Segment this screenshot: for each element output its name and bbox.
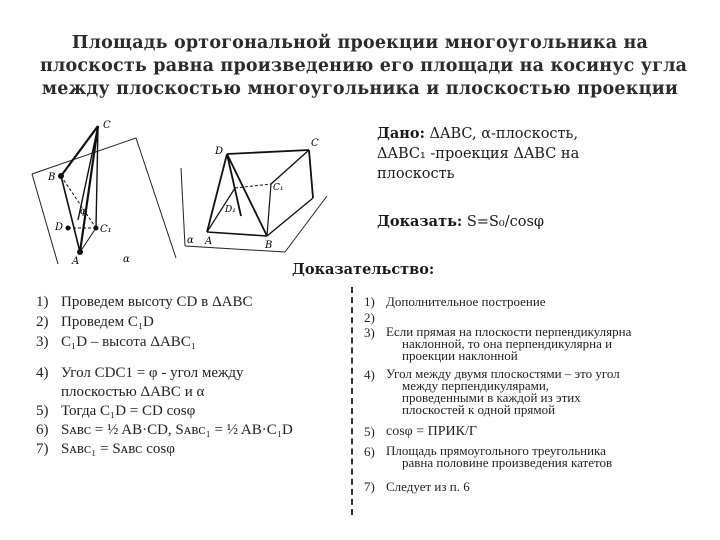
figure-right-projection bbox=[175, 128, 335, 258]
proof-heading: Доказательство: bbox=[292, 261, 435, 278]
given-line-2: ΔABC₁ -проекция ΔABC на bbox=[377, 146, 580, 162]
plane-left-edge bbox=[181, 168, 185, 246]
edge-d-b bbox=[227, 154, 267, 236]
list-item: 7) Sᴀʙᴄ₁ = Sᴀʙᴄ cosφ bbox=[36, 441, 175, 457]
list-item: 5) cosφ = ПРИК/Г bbox=[364, 424, 477, 439]
list-item: 2) bbox=[364, 310, 375, 325]
edge-base-a-b bbox=[207, 232, 267, 236]
given-line-3: плоскость bbox=[377, 166, 455, 182]
list-item: 5) Тогда C₁D = CD cosφ bbox=[36, 403, 196, 419]
list-item: плоскостью ΔABC и α bbox=[61, 384, 205, 400]
plane-right-edge bbox=[136, 138, 176, 258]
list-item: 1) Проведем высоту CD в ΔABC bbox=[36, 294, 253, 310]
title-line-3: между плоскостью многоугольника и плоскостью проекции bbox=[41, 79, 679, 99]
list-item: 3) Если прямая на плоскости перпендикулярна наклонной, то она перпендикулярна и проекции наклонной bbox=[364, 324, 632, 363]
title-line-1: Площадь ортогональной проекции многоугольника на bbox=[71, 33, 649, 53]
label-b: B bbox=[265, 240, 273, 251]
edge-d-c-top bbox=[227, 150, 309, 154]
label-alpha: α bbox=[123, 254, 130, 265]
prove-block bbox=[377, 213, 544, 230]
proof-steps-list bbox=[36, 294, 336, 458]
label-c: C bbox=[311, 138, 319, 149]
list-item: 7) Следует из п. 6 bbox=[364, 479, 470, 494]
edge-mid-b bbox=[267, 184, 271, 236]
label-b: B bbox=[48, 172, 56, 183]
given-label: Дано: bbox=[377, 125, 425, 142]
column-divider bbox=[351, 287, 353, 515]
label-d1: D₁ bbox=[225, 205, 236, 215]
title-line-2: плоскость равна произведению его площади на косинус угла bbox=[40, 56, 688, 76]
list-item: 1) Дополнительное построение bbox=[364, 294, 546, 309]
list-item: 4) Угол CDC1 = φ - угол между bbox=[36, 365, 244, 381]
list-item: 3) C₁D – высота ΔABC₁ bbox=[36, 334, 197, 350]
list-item: 6) Площадь прямоугольного треугольника равна половине произведения катетов bbox=[364, 443, 613, 470]
given-line-1: ΔABC, α-плоскость, bbox=[424, 126, 579, 142]
label-phi: φ bbox=[80, 206, 88, 217]
label-a: A bbox=[72, 256, 80, 267]
list-item: 6) Sᴀʙᴄ = ½ AB·CD, Sᴀʙᴄ₁ = ½ AB·C₁D bbox=[36, 422, 293, 438]
prove-label: Доказать: bbox=[377, 213, 463, 230]
plane-left-edge bbox=[32, 174, 58, 264]
edge-ba bbox=[61, 176, 80, 252]
label-d: D bbox=[55, 222, 64, 233]
justification-list bbox=[364, 294, 694, 495]
list-item: 4) Угол между двумя плоскостями – это угол между перпендикулярами, проведенными в каждой из этих плоскостей к одной прямой bbox=[364, 366, 620, 417]
label-c1: C₁ bbox=[100, 224, 112, 235]
figure-left-tetrahedron bbox=[28, 108, 178, 268]
edge-base-b-c bbox=[267, 198, 313, 236]
label-a: A bbox=[205, 236, 213, 247]
edge-top-right bbox=[271, 150, 309, 184]
edge-c-right bbox=[309, 150, 313, 198]
prove-text: S=S₀/cosφ bbox=[462, 214, 545, 230]
label-c: C bbox=[103, 120, 111, 131]
label-d: D bbox=[215, 146, 224, 157]
label-alpha: α bbox=[187, 235, 194, 246]
list-item: 2) Проведем C₁D bbox=[36, 314, 154, 330]
given-block bbox=[377, 124, 697, 184]
edge-d-left bbox=[207, 154, 227, 232]
page-title bbox=[40, 32, 688, 101]
label-c1: C₁ bbox=[273, 183, 284, 193]
edge-c1-d1 bbox=[235, 184, 271, 188]
